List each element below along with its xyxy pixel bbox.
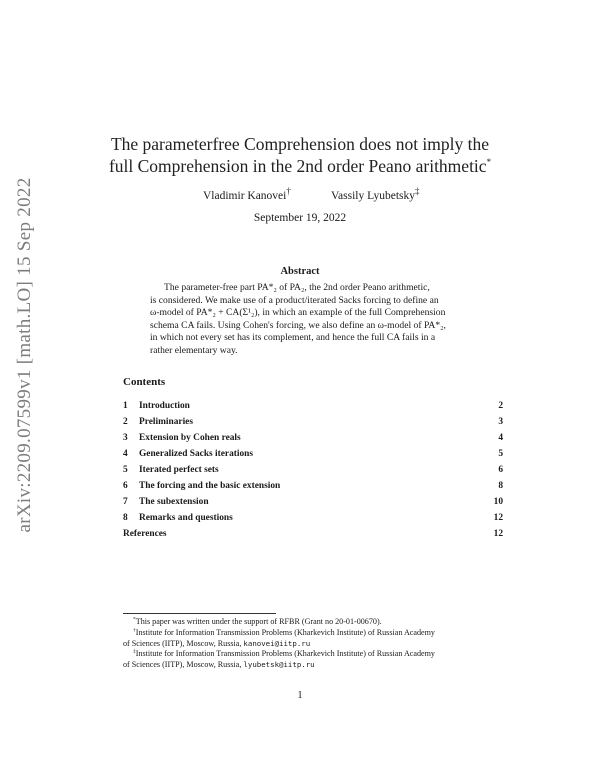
toc-title: The subextension <box>139 497 209 507</box>
toc-entry-subextension[interactable] <box>123 494 503 510</box>
toc-title: The forcing and the basic extension <box>139 481 281 491</box>
toc-title: Iterated perfect sets <box>139 465 219 475</box>
toc-entry-sacks-iterations[interactable] <box>123 446 503 462</box>
toc-title: Introduction <box>139 401 190 411</box>
abstract-body <box>150 282 480 358</box>
footnote-affiliation-1-line-1 <box>123 628 503 639</box>
page-number: 1 <box>297 690 303 701</box>
arxiv-stamp <box>10 170 40 540</box>
toc-title: Generalized Sacks iterations <box>139 449 254 459</box>
footnote-funding <box>123 617 503 628</box>
footnote-text: This paper was written under the support of RFBR (Grant no 20-01-00670). <box>135 617 382 626</box>
footnote-affiliation-2-line-1 <box>123 649 503 660</box>
toc-page: 2 <box>498 401 503 411</box>
toc-title: References <box>123 529 167 539</box>
title-line-2 <box>100 155 500 177</box>
toc-number: 2 <box>123 417 128 427</box>
footnote-rule <box>123 613 276 614</box>
toc-entry-forcing[interactable] <box>123 478 503 494</box>
toc-page: 3 <box>498 417 503 427</box>
author-1-name: Vladimir Kanovei <box>203 190 287 202</box>
toc-number: 3 <box>123 433 128 443</box>
email-link[interactable]: kanovei@iitp.ru <box>243 638 311 648</box>
footnotes <box>123 617 503 671</box>
toc-number: 7 <box>123 497 128 507</box>
toc-entry-remarks[interactable] <box>123 510 503 526</box>
abstract-line: The parameter-free part PA*₂ of PA₂, the 2nd order Peano arithmetic, <box>164 282 430 293</box>
toc-number: 6 <box>123 481 128 491</box>
table-of-contents <box>123 398 503 542</box>
toc-entry-introduction[interactable] <box>123 398 503 414</box>
author-2-marker: ‡ <box>415 186 420 197</box>
toc-entry-cohen-reals[interactable] <box>123 430 503 446</box>
abstract-line: in which not every set has its complement, and hence the full CA fails in a <box>150 332 436 344</box>
author-1-marker: † <box>286 186 291 197</box>
email-link[interactable]: lyubetsk@iitp.ru <box>243 660 315 670</box>
footnote-marker: * <box>133 616 136 623</box>
toc-number: 8 <box>123 513 128 523</box>
toc-entry-preliminaries[interactable] <box>123 414 503 430</box>
author-1 <box>203 186 291 202</box>
toc-number: 4 <box>123 449 128 459</box>
toc-title: Preliminaries <box>139 417 193 427</box>
footnote-text: Institute for Information Transmission Problems (Kharkevich Institute) of Russian Academy <box>135 627 435 637</box>
toc-title: Remarks and questions <box>139 513 233 523</box>
toc-entry-references[interactable] <box>123 526 503 542</box>
toc-page: 10 <box>493 497 503 507</box>
abstract-line: is considered. We make use of a product/iterated Sacks forcing to define an <box>150 294 439 306</box>
contents-heading: Contents <box>123 376 166 388</box>
paper-date: September 19, 2022 <box>253 212 347 224</box>
toc-page: 6 <box>498 465 503 475</box>
toc-number: 1 <box>123 401 128 411</box>
toc-number: 5 <box>123 465 128 475</box>
footnote-affiliation-2-line-2 <box>123 660 503 671</box>
footnote-text: of Sciences (IITP), Moscow, Russia, <box>123 660 242 670</box>
toc-entry-perfect-sets[interactable] <box>123 462 503 478</box>
footnote-affiliation-1-line-2 <box>123 639 503 650</box>
abstract-line: ω-model of PA*₂ + CA(Σ¹₂), in which an example of the full Comprehension <box>150 307 446 319</box>
title-line-1: The parameterfree Comprehension does not imply the <box>110 134 490 154</box>
abstract-line: rather elementary way. <box>150 344 238 356</box>
arxiv-stamp-text: arXiv:2209.07599v1 [math.LO] 15 Sep 2022 <box>14 177 35 533</box>
footnote-marker: ‡ <box>133 648 136 655</box>
toc-page: 8 <box>498 481 503 491</box>
abstract-line: schema CA fails. Using Cohen's forcing, we also define an ω-model of PA*₂, <box>150 319 446 331</box>
paper-title <box>100 133 500 177</box>
footnote-marker: † <box>133 627 136 634</box>
footnote-text: of Sciences (IITP), Moscow, Russia, <box>123 638 242 648</box>
toc-page: 12 <box>493 513 503 523</box>
abstract-heading: Abstract <box>280 266 320 277</box>
toc-page: 12 <box>493 529 503 539</box>
toc-page: 4 <box>498 433 503 443</box>
title-line-2-text: full Comprehension in the 2nd order Peano arithmetic <box>108 156 487 176</box>
title-footnote-marker: * <box>486 157 492 168</box>
toc-page: 5 <box>498 449 503 459</box>
author-list <box>180 186 440 206</box>
footnote-text: Institute for Information Transmission Problems (Kharkevich Institute) of Russian Academy <box>135 649 435 659</box>
author-2 <box>331 186 420 202</box>
toc-title: Extension by Cohen reals <box>139 433 241 443</box>
author-2-name: Vassily Lyubetsky <box>331 190 416 202</box>
